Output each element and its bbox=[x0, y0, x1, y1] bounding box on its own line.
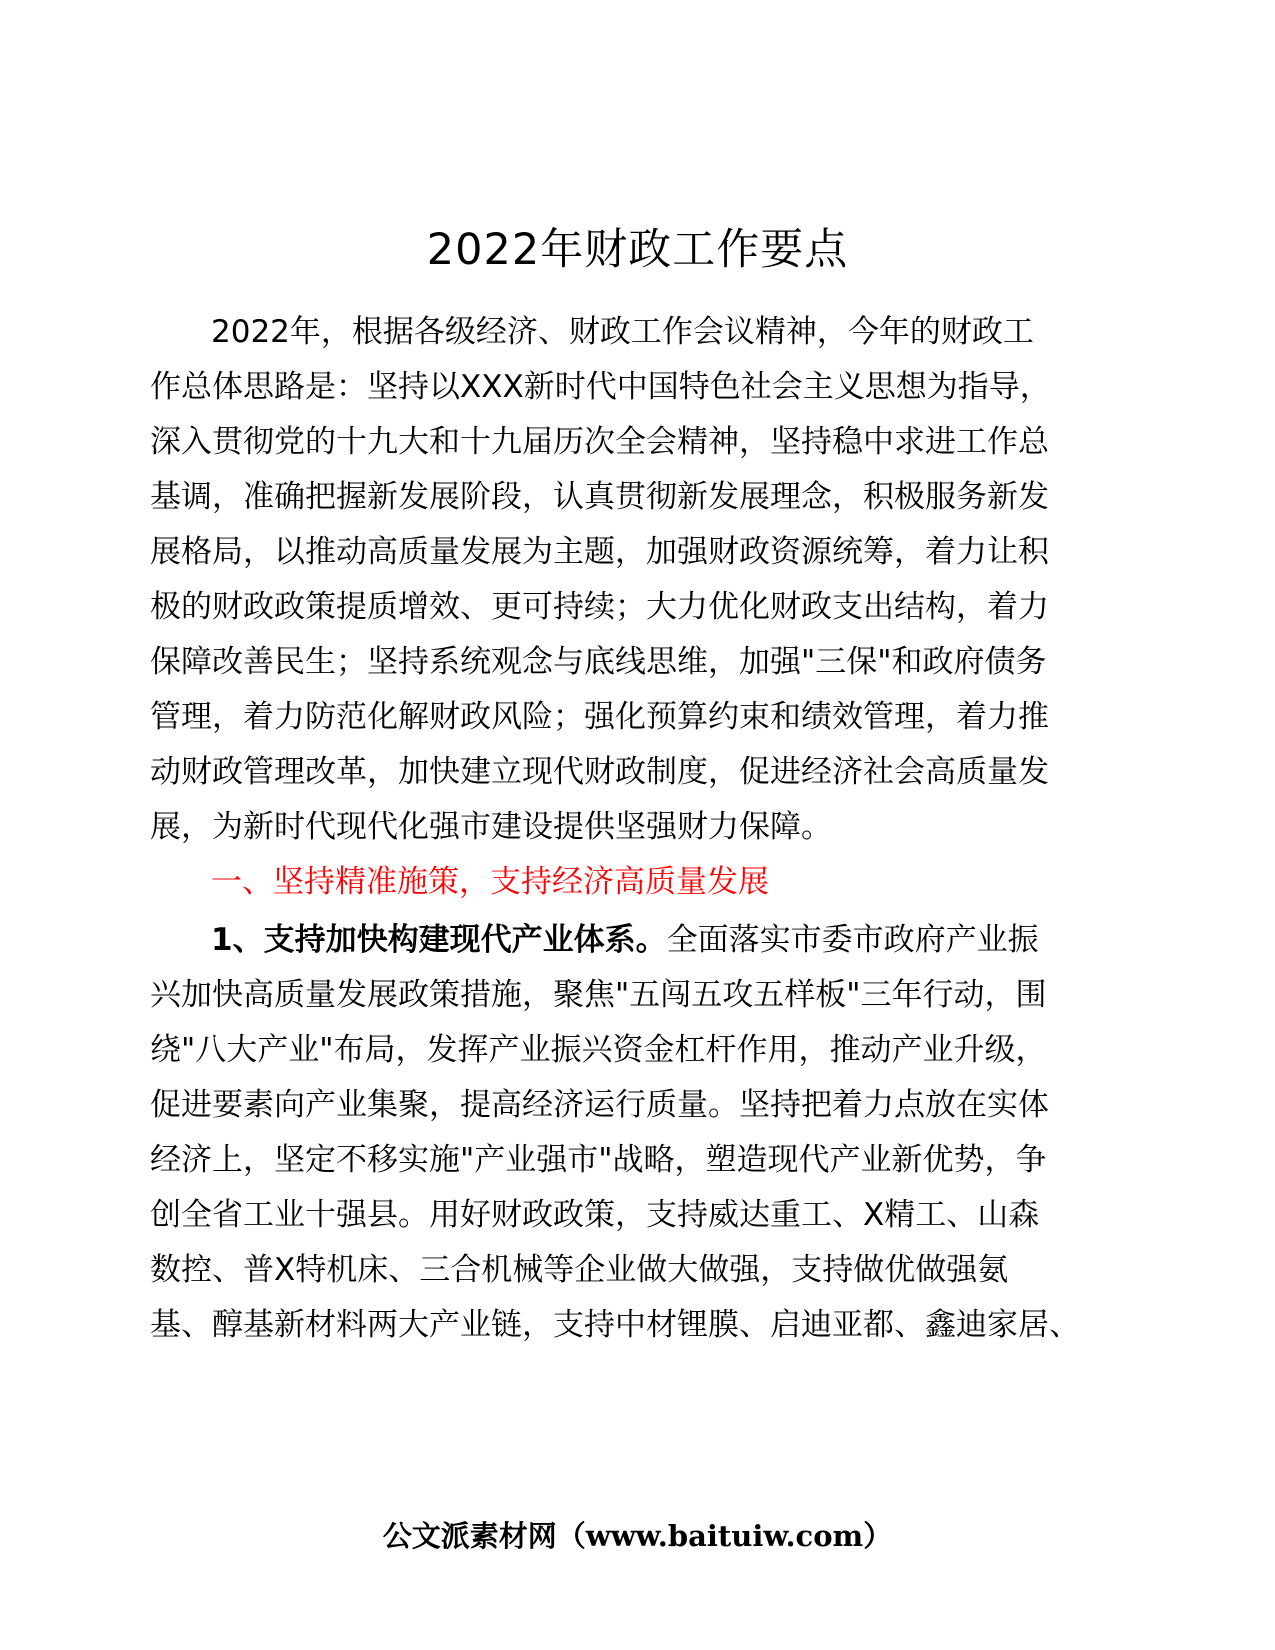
paragraph-line: 促进要素向产业集聚，提高经济运行质量。坚持把着力点放在实体 bbox=[150, 1087, 1049, 1123]
paragraph-line: 动财政管理改革，加快建立现代财政制度，促进经济社会高质量发 bbox=[150, 754, 1049, 790]
page-title: 2022年财政工作要点 bbox=[426, 225, 849, 275]
paragraph-line: 展格局，以推动高质量发展为主题，加强财政资源统筹，着力让积 bbox=[150, 534, 1049, 570]
item-text: 全面落实市委市政府产业振 bbox=[666, 922, 1039, 958]
paragraph-line: 作总体思路是：坚持以XXX新时代中国特色社会主义思想为指导， bbox=[150, 369, 1051, 405]
paragraph-line: 管理，着力防范化解财政风险；强化预算约束和绩效管理，着力推 bbox=[150, 699, 1049, 735]
section-heading: 一、坚持精准施策，支持经济高质量发展 bbox=[211, 864, 769, 900]
paragraph-line: 数控、普X特机床、三合机械等企业做大做强，支持做优做强氨 bbox=[150, 1252, 1009, 1288]
paragraph-line: 绕"八大产业"布局，发挥产业振兴资金杠杆作用，推动产业升级， bbox=[150, 1032, 1047, 1068]
paragraph-line: 基调，准确把握新发展阶段，认真贯彻新发展理念，积极服务新发 bbox=[150, 479, 1049, 515]
footer-source: 公文派素材网（www.baituiw.com） bbox=[382, 1519, 893, 1553]
paragraph-line: 2022年，根据各级经济、财政工作会议精神，今年的财政工 bbox=[211, 314, 1034, 350]
paragraph-line: 基、醇基新材料两大产业链，支持中材锂膜、启迪亚都、鑫迪家居、 bbox=[150, 1307, 1080, 1343]
paragraph-line: 展，为新时代现代化强市建设提供坚强财力保障。 bbox=[150, 809, 832, 845]
paragraph-line: 深入贯彻党的十九大和十九届历次全会精神，坚持稳中求进工作总 bbox=[150, 424, 1049, 460]
paragraph-line: 保障改善民生；坚持系统观念与底线思维，加强"三保"和政府债务 bbox=[150, 644, 1047, 680]
paragraph-line: 创全省工业十强县。用好财政政策，支持威达重工、X精工、山森 bbox=[150, 1197, 1040, 1233]
paragraph-line: 经济上，坚定不移实施"产业强市"战略，塑造现代产业新优势，争 bbox=[150, 1142, 1047, 1178]
paragraph-line: 兴加快高质量发展政策措施，聚焦"五闯五攻五样板"三年行动，围 bbox=[150, 977, 1047, 1013]
item-heading: 1、支持加快构建现代产业体系。 bbox=[211, 922, 667, 958]
paragraph-line bbox=[211, 920, 1039, 960]
paragraph-line: 极的财政政策提质增效、更可持续；大力优化财政支出结构，着力 bbox=[150, 589, 1049, 625]
